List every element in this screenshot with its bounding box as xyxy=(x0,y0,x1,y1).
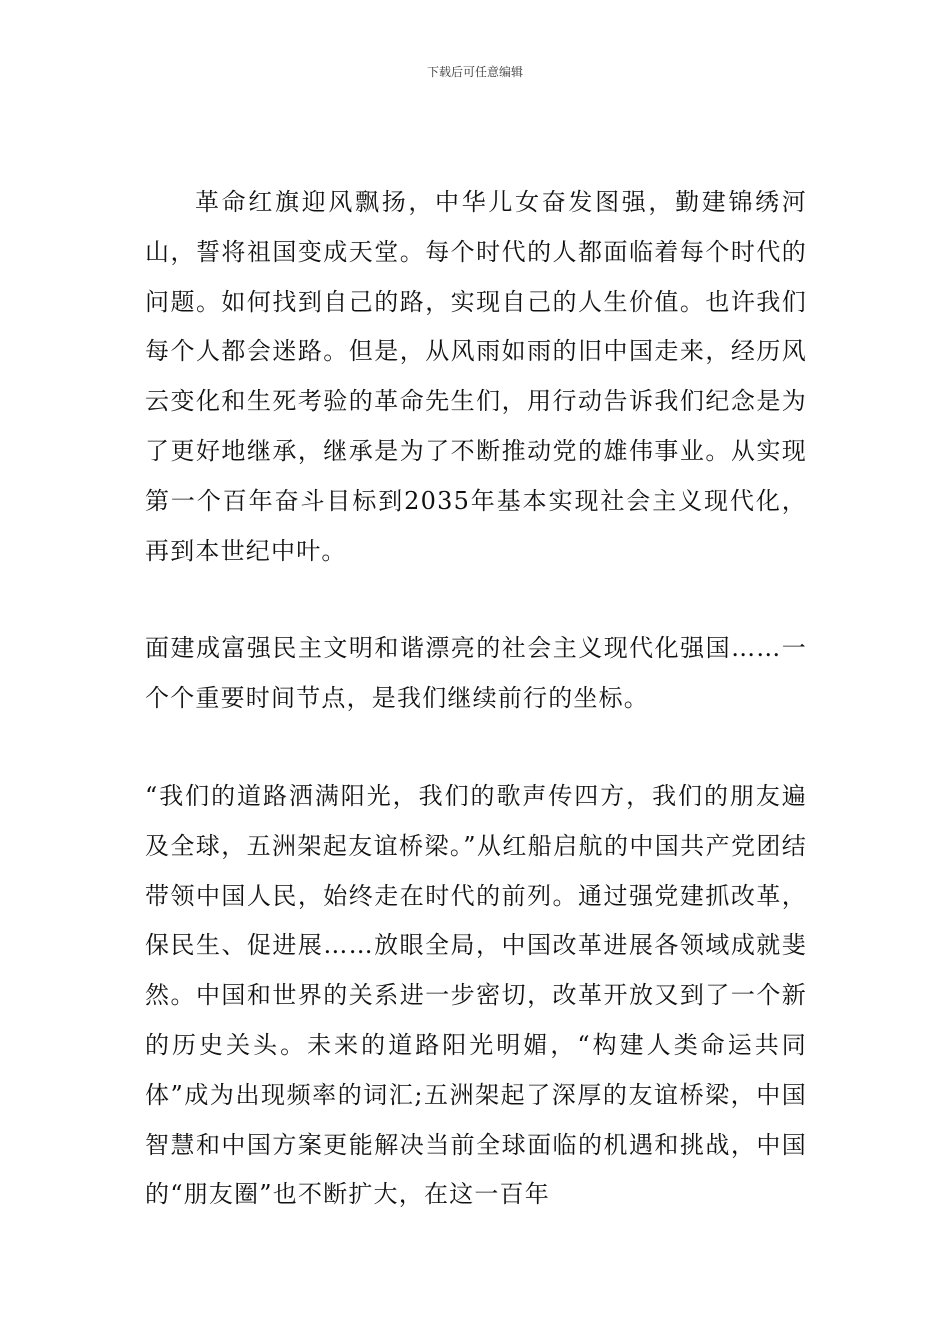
paragraph-2: 面建成富强民主文明和谐漂亮的社会主义现代化强国……一个个重要时间节点，是我们继续前行的坐标。 xyxy=(145,634,807,713)
paragraph-3: “我们的道路洒满阳光，我们的歌声传四方，我们的朋友遍及全球，五洲架起友谊桥梁。”从红船启航的中国共产党团结带领中国人民，始终走在时代的前列。通过强党建抓改革，保民生、促进展……放眼全局，中国改革进展各领域成就斐然。中国和世界的关系进一步密切，改革开放又到了一个新的历史关头。未来的道路阳光明媚，“构建人类命运共同体”成为出现频率的词汇;五洲架起了深厚的友谊桥梁，中国智慧和中国方案更能解决当前全球面临的机遇和挑战，中国的“朋友圈”也不断扩大，在这一百年 xyxy=(145,781,807,1209)
document-body xyxy=(145,178,807,1220)
page-header: 下载后可任意编辑 xyxy=(426,65,523,79)
paragraph-1: 革命红旗迎风飘扬，中华儿女奋发图强，勤建锦绣河山，誓将祖国变成天堂。每个时代的人都面临着每个时代的问题。如何找到自己的路，实现自己的人生价值。也许我们每个人都会迷路。但是，从风雨如雨的旧中国走来，经历风云变化和生死考验的革命先生们，用行动告诉我们纪念是为了更好地继承，继承是为了不断推动党的雄伟事业。从实现第一个百年奋斗目标到2035年基本实现社会主义现代化，再到本世纪中叶。 xyxy=(145,188,807,565)
